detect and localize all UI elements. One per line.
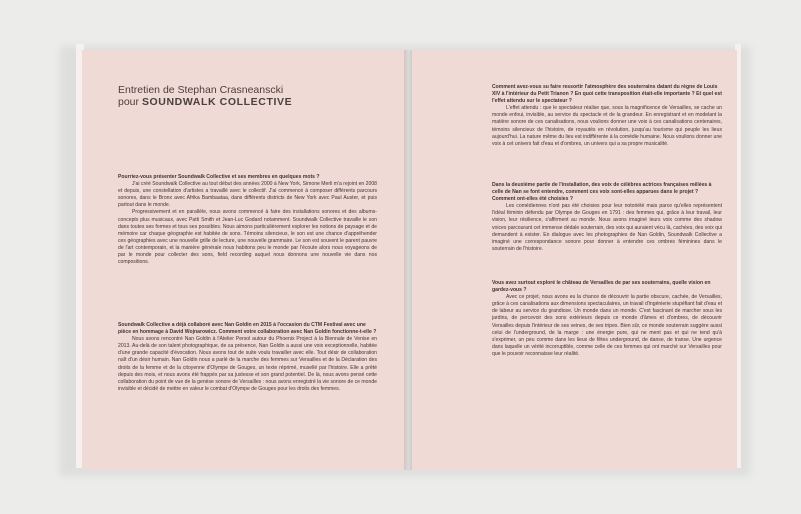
title-line-1: Entretien de Stephan Crasneanscki [118, 84, 284, 96]
title-line-2 [118, 96, 292, 108]
answer-5-paragraph-1: Avec ce projet, nous avons eu la chance de découvrir la partie obscure, cachée, de Versailles, grâce à ces canalisations aux dimensions spectaculaires, un travail d'ingénierie stupéfiant fait d'eau et de labeur au service du grandiose. Un monde dans un monde. C'est fascinant de marcher sous les jardins, de percevoir des sons extérieurs depuis ce monde d'âmes et d'ombres, de découvrir Versailles depuis l'intérieur de ses veines, de ses tripes. Bien sûr, ce monde souterrain suggère aussi celui de l'underground, de la marge : une énergie pure, qui ne ment pas et qui ne tend qu'à s'exprimer, un peu comme dans les lieux de fêtes underground, de danse, de transe. Une urgence dans laquelle un vérité incorruptible, comme celle de ces femmes qui ont marché sur Versailles pour que le pouvoir reconnaisse leur réalité. [492, 294, 722, 357]
right-text-block-3 [492, 280, 722, 358]
interview-title [118, 84, 292, 108]
question-1: Pourriez-vous présenter Soundwalk Collective et ses membres en quelques mots ? [118, 174, 320, 180]
right-text-block-1 [492, 84, 722, 148]
title-prefix: pour [118, 96, 140, 108]
answer-3-paragraph-1: L'effet attendu : que le spectateur réalise que, sous la magnificence de Versailles, se cache un monde enfoui, invisible, au service du spectacle et de la grandeur. En enregistrant et en modelant la matière sonore de ces canalisations, nous voulions donner une voix à ces canalisations centenaires, témoins silencieux de l'histoire, de royautés en révolution, jusqu'au tourisme qui peuple les lieux aujourd'hui. La nature même du lieu est indifférente à la comédie humaine. Nous voulions donner une voix à cet univers fait d'eau et d'ombres, un univers qui a sa propre musicalité. [492, 105, 722, 147]
answer-1-paragraph-2: Progressivement et en parallèle, nous avons commencé à faire des installations sonores et des albums-concepts plus musicaux, avec Patti Smith et Jean-Luc Godard notamment. Soundwalk Collective travaille le son dans toutes ses formes et tous ses possibles. Nous aimons particulièrement explorer les notions de paysage et de mémoire car chaque géographie est habitée de sons. Témoins silencieux, le son est une chance d'appréhender ces géographies avec une nouvelle grille de lecture, une nouvelle grammaire. Le son est souvent le parent pauvre de l'art contemporain, et la manière générale nous habitons peu le monde par l'écoute alors nous voyageons de par le monde pour collecter des sons, field recording auquel nous donnons une nouvelle vie dans nos compositions. [118, 209, 377, 266]
question-2: Soundwalk Collective a déjà collaboré avec Nan Goldin en 2015 à l'occasion du CTM Festival avec une pièce en hommage à David Wojnarowicz. Comment votre collaboration avec Nan Goldin fonctionne-t-elle ? [118, 322, 377, 336]
left-page [82, 50, 406, 470]
answer-2-paragraph-1: Nous avons rencontré Nan Goldin à l'Atelier Persol autour du Phoenix Project à la Biennale de Venise en 2013. Au-delà de son talent photographique, de sa présence, Nan Goldin a aussi une voix exceptionnelle, habitée d'une grande capacité d'évocation. Nous avons tout de suite voulu travailler avec elle. Tout désir de collaboration naît d'un désir humain. Nan Goldin nous a parlé de la marche des femmes sur Versailles et de la Déclaration des droits de la femme et de la citoyenne d'Olympe de Gouges, un texte réprimé, musellé par l'histoire. Elle a prêté depuis des mois, et nous avons été frappés par sa justesse et son grand potentiel. De là, nous avons pensé cette collaboration du point de vue de la genèse sonore de Versailles : nous avons enregistré la vie sonore de ce monde invisible et décidé de mettre en valeur le combat d'Olympe de Gouges pour les droits des femmes. [118, 336, 377, 392]
answer-4-paragraph-1: Les comédiennes n'ont pas été choisies pour leur notoriété mais parce qu'elles représentent l'idéal féminin défendu par Olympe de Gouges en 1791 : des femmes qui, grâce à leur travail, leur vision, leur résilience, s'affirment au monde. Nous avons imaginé leurs voix comme des shadow voices parcourant cet immense dédale souterrain, des voix qui auraient vécu là, cachées, des voix qui demandent à exister. En dialogue avec les photographies de Nan Goldin, Soundwalk Collective a imaginé une correspondance sonore pour donner à entendre ces ombres féminines dans le souterrain de l'histoire. [492, 203, 722, 252]
right-text-block-2 [492, 182, 722, 253]
left-text-block-1 [118, 174, 377, 266]
answer-1-paragraph-1: J'ai créé Soundwalk Collective au tout début des années 2000 à New York, Simone Merli m'a rejoint en 2008 et depuis, une constellation d'artistes a travaillé avec le collectif. J'ai commencé à composer différents parcours sonores, dans le Bronx avec Afrika Bambaataa, dans différents districts de New York avec Paul Auster, et puis partout dans le monde. [118, 181, 377, 209]
brand-name: SOUNDWALK COLLECTIVE [141, 96, 293, 108]
question-3: Comment avez-vous su faire ressortir l'atmosphère des souterrains datant du règne de Louis XIV à l'intérieur du Petit Trianon ? En quoi cette transposition était-elle importante ? Et quel est l'effet attendu sur le spectateur ? [492, 84, 722, 105]
question-5: Vous avez surtout exploré le château de Versailles de par ses souterrains, quelle vision en gardez-vous ? [492, 280, 711, 294]
question-4: Dans la deuxième partie de l'installation, des voix de célèbres actrices françaises mêlées à celle de Nan se font entendre, comment ces voix sont-elles apparues dans le projet ? Comment ont-elles été choisies ? [492, 182, 712, 203]
right-page [412, 50, 737, 470]
left-text-block-2 [118, 322, 377, 393]
